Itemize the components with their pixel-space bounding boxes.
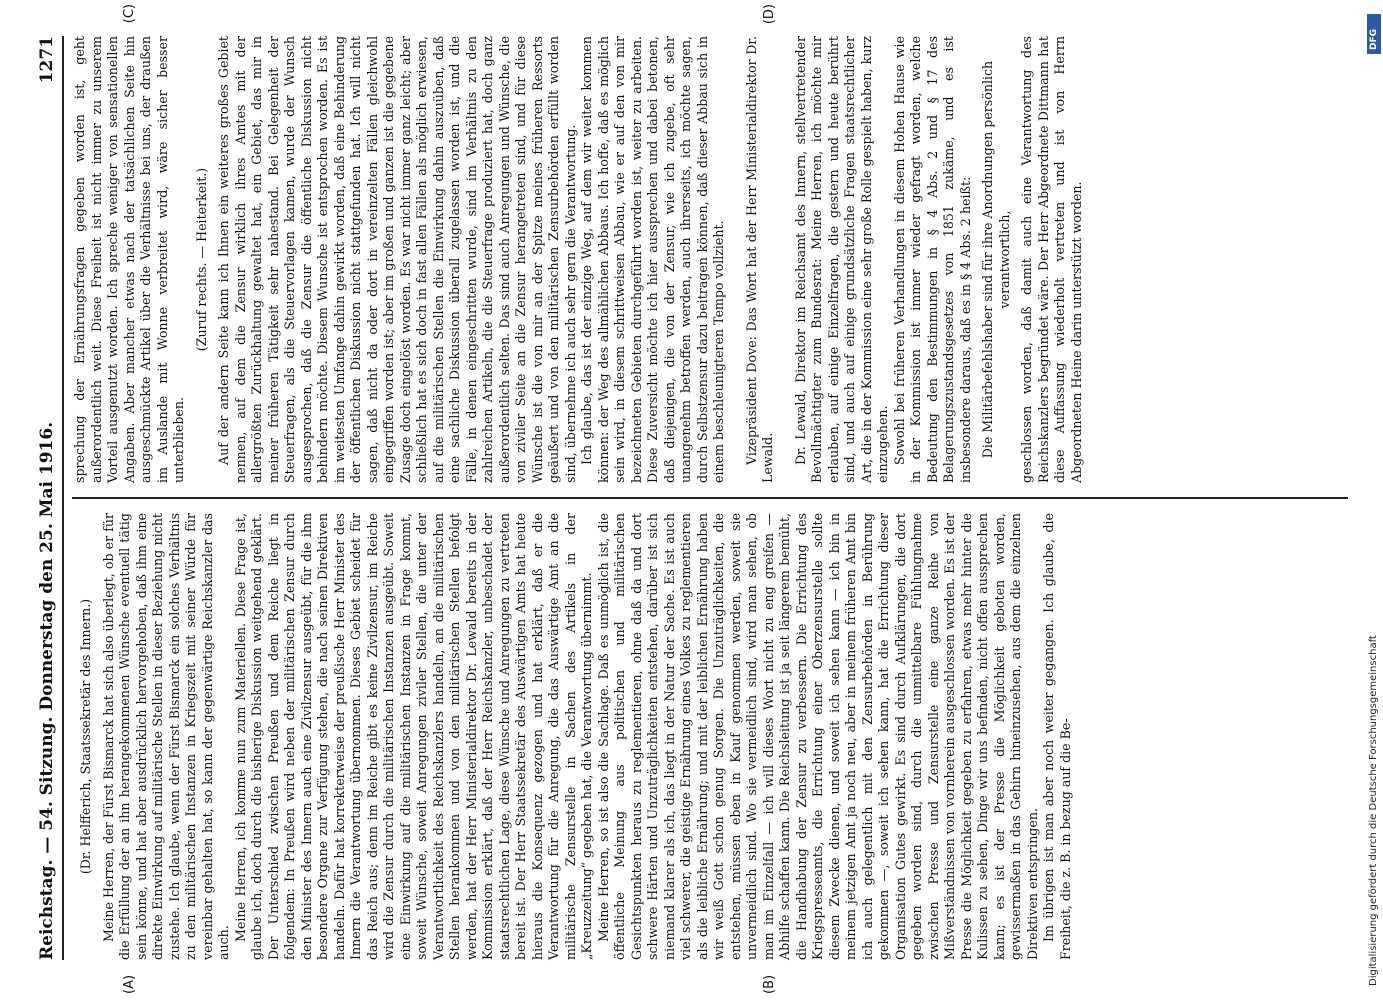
paragraph: Sowohl bei früheren Verhandlungen in diesem Hohen Hause wie in der Kommission ist immer wieder gefragt worden, welche Bedeutung den Bestimmungen in § 4 Abs. 2 und § 17 des Belagerungszustandsgesetzes von 1851 zukäme, und es ist insbesondere daraus, daß es in § 4 Abs. 2 heißt:: [891, 36, 973, 483]
speaker-attribution: (Dr. Helfferich, Staatssekretär des Innern.): [78, 598, 93, 875]
page-number: 1271: [37, 36, 57, 84]
quotation: Die Militärbefehlshaber sind für ihre Anordnungen persönlich verantwortlich,: [980, 60, 1012, 459]
left-column: [72, 499, 1348, 994]
rotated-newspaper-page: [20, 0, 1360, 1000]
header-title: Reichstag. — 54. Sitzung. Donnerstag den 25. Mai 1916.: [37, 421, 57, 960]
paragraph: Meine Herren, ich komme nun zum Materiellen. Diese Frage ist, glaube ich, doch durch die bisherige Diskussion weitgehend geklärt. Der Unterschied zwischen Preußen und dem Reiche liegt in folgendem: In Preußen wird neben der militärischen Zensur durch den Minister des Innern auch eine Zivilzensur ausgeübt, für die ihm besondere Organe zur Verfügung stehen, die nach seinen Direktiven handeln. Dafür hat korrekterweise der preußische Herr Minister des Innern die Verantwortung übernommen. Dieses Gebiet scheidet für das Reich aus; denn im Reiche gibt es keine Zivilzensur, im Reiche wird die Zensur durch die militärischen Instanzen ausgeübt. Soweit eine Einwirkung auf die militärischen Instanzen in Frage kommt, soweit Wünsche, soweit Anregungen ziviler Stellen, die unter der Verantwortlichkeit des Reichskanzlers handeln, an die militärischen Stellen herankommen und von den militärischen Stellen befolgt werden, hat der Herr Ministerialdirektor Dr. Lewald bereits in der Kommission erklärt, daß der Herr Reichskanzler, unbeschadet der staatsrechtlichen Lage, diese Wünsche und Anregungen zu vertreten bereit ist. Der Herr Staatssekretär des Auswärtigen Amts hat heute hieraus die Konsequenz gezogen und hat erklärt, daß er die Verantwortung für die Anregung, die das Auswärtige Amt an die militärische Zensurstelle in Sachen des Artikels in der „Kreuzzeitung“ gegeben hat, die Verantwortung übernimmt.: [232, 513, 594, 960]
right-column: [72, 4, 1348, 497]
margin-label-c: (C): [122, 4, 137, 24]
margin-label-d: (D): [762, 4, 777, 25]
spacer: [728, 36, 744, 483]
spacer: [777, 36, 793, 483]
digitization-credit: [1365, 8, 1383, 988]
paragraph: Auf der andern Seite kann ich Ihnen ein weiteres großes Gebiet nennen, auf dem die Zensur wirklich ihres Amtes mit der allergrößten Zurückhaltung gewaltet hat, ein Gebiet, das mir in meiner früheren Tätigkeit sehr nahestand. Bei Gelegenheit der Steuerfragen, als die Steuervorlagen kamen, wurde der Wunsch ausgesprochen, daß die Zensur die öffentliche Diskussion nicht behindern möchte. Diesem Wunsche ist entsprochen worden. Es ist im weitesten Umfange dahin gewirkt worden, daß eine Behinderung der öffentlichen Diskussion nicht stattgefunden hat. Ich will nicht sagen, daß nicht da oder dort in vereinzelten Fällen gleichwohl eingegriffen worden ist; aber im großen und ganzen ist die gegebene Zusage doch eingelöst worden. Es war nicht immer ganz leicht; aber schließlich hat es sich doch in fast allen Fällen als möglich erwiesen, auf die militärischen Stellen die Einwirkung dahin auszuüben, daß eine sachliche Diskussion überall zugelassen worden ist, und die Fälle, in denen eingeschritten wurde, sind im Verhältnis zu den zahlreichen Artikeln, die die Steuerfrage produziert hat, doch ganz außerordentlich selten. Das sind auch Anregungen und Wünsche, die von ziviler Seite an die Zensur herangetreten sind, und für diese Wünsche ist die von mir an der Spitze meines früheren Ressorts geäußert und von den militärischen Zensurbehörden erfüllt worden sind, übernehme ich auch sehr gern die Verantwortung.: [216, 36, 578, 483]
paragraph: Im übrigen ist man aber noch weiter gegangen. Ich glaube, die Freiheit, die z. B. in bezug auf die Be-: [1041, 513, 1073, 960]
paragraph: Meine Herren, der Fürst Bismarck hat sich also überlegt, ob er für die Erfüllung der an ihn herangekommenen Wünsche eventuell tätig sein könne, und hat aber ausdrücklich hervorgehoben, daß ihm eine direkte Einwirkung auf militärische Stellen in dieser Beziehung nicht zustehe. Ich glaube, wenn der Fürst Bismarck ein solches Verhältnis zu den militärischen Instanzen in Kriegszeit mit seiner Würde für vereinbar gehalten hat, so kann der gegenwärtige Reichskanzler das auch.: [100, 513, 231, 960]
dfg-logo-icon: DFG: [1367, 14, 1381, 54]
paragraph: sprechung der Ernährungsfragen gegeben worden ist, geht außerordentlich weit. Diese Freiheit ist nicht immer zu unserem Vorteil ausgenutzt worden. Ich spreche weniger von sensationellen Angaben. Aber mancher etwas nach der tatsächlichen Seite hin ausgeschmückte Artikel über die Verhältnisse bei uns, der draußen im Auslande mit Wonne verbreitet wird, wäre sicher besser unterblieben.: [72, 36, 186, 483]
text-columns: [72, 4, 1348, 994]
paragraph: Vizepräsident Dove: Das Wort hat der Herr Ministerialdirektor Dr. Lewald.: [743, 36, 775, 483]
margin-label-a: (A): [122, 974, 137, 994]
paragraph: Ich glaube, das ist der einzige Weg, auf dem wir weiter kommen können: der Weg des allmählichen Abbaus. Ich hoffe, daß es möglich sein wird, in diesem schrittweisen Abbau, wie er auf den von mir bezeichneten Gebieten durchgeführt worden ist, weiter zu arbeiten. Diese Zuversicht möchte ich hier aussprechen und dabei betonen, daß diejenigen, die von der Zensur, wie ich zugebe, oft sehr unangenehm betroffen werden, auch ihrerseits, ich möchte sagen, durch Selbstzensur dazu beitragen können, daß dieser Abbau sich in einem beschleunigteren Tempo vollzieht.: [579, 36, 726, 483]
paragraph: Dr. Lewald, Direktor im Reichsamt des Innern, stellvertretender Bevollmächtigter zum Bundesrat: Meine Herren, ich möchte mir erlauben, auf einige Einzelfragen, die gestern und heute berührt sind, und auch auf einige grundsätzliche Fragen staatsrechtlicher Art, die in der Kommission eine sehr große Rolle gespielt haben, kurz einzugehen.: [792, 36, 890, 483]
paragraph: Meine Herren, so ist also die Sachlage. Daß es unmöglich ist, die öffentliche Meinung aus politischen und militärischen Gesichtspunkten heraus zu reglementieren, ohne daß da und dort schwere Härten und Unzuträglichkeiten entstehen, darüber ist sich niemand klarer als ich, das liegt in der Natur der Sache. Es ist auch viel schwerer, die geistige Ernährung eines Volkes zu reglementieren als die leibliche Ernährung; und mit der leiblichen Ernährung haben wir weiß Gott schon genug Sorgen. Die Unzuträglichkeiten, die entstehen, müssen eben in Kauf genommen werden, soweit sie unvermeidlich sind. Wo sie vermeidlich sind, wird man sehen, ob man im Einzelfall — ich will dieses Wort nicht zu eng greifen — Abhilfe schaffen kann. Die Reichsleitung ist ja seit längerem bemüht, die Handhabung der Zensur zu verbessern. Die Errichtung des Kriegspresseamts, die Errichtung einer Oberzensurstelle sollte diesem Zwecke dienen, und soweit ich sehen kann — ich bin in meinem jetzigen Amt ja noch neu, aber in meinem früheren Amt bin ich auch gelegentlich mit den Zensurbehörden in Berührung gekommen —, soweit ich sehen kann, hat die Errichtung dieser Organisation Gutes gewirkt. Es sind durch Aufklärungen, die dort gegeben worden sind, durch die unmittelbare Fühlungnahme zwischen Presse und Zensurstelle eine ganze Reihe von Mißverständnissen von vornherein ausgeschlossen worden. Es ist der Presse die Möglichkeit gegeben zu erfahren, etwas mehr hinter die Kulissen zu sehen, Dinge wir uns befinden, nicht offen aussprechen kann; es ist der Presse die Möglichkeit geboten worden, gewissermaßen in das Gehirn hineinzusehen, aus dem die einzelnen Direktiven entspringen.: [595, 513, 1040, 960]
paragraph: geschlossen worden, daß damit auch eine Verantwortung des Reichskanzlers begründet wäre. Der Herr Abgeordnete Dittmann hat diese Auffassung wiederholt vertreten und ist von Herrn Abgeordneten Heine darin unterstützt worden.: [1019, 36, 1084, 483]
page-header: [32, 36, 64, 960]
interjection: (Zuruf rechts. — Heiterkeit.): [193, 167, 209, 352]
credit-text: Digitalisierung gefördert durch die Deutsche Forschungsgemeinschaft: [1368, 635, 1379, 986]
margin-label-b: (B): [762, 974, 777, 994]
